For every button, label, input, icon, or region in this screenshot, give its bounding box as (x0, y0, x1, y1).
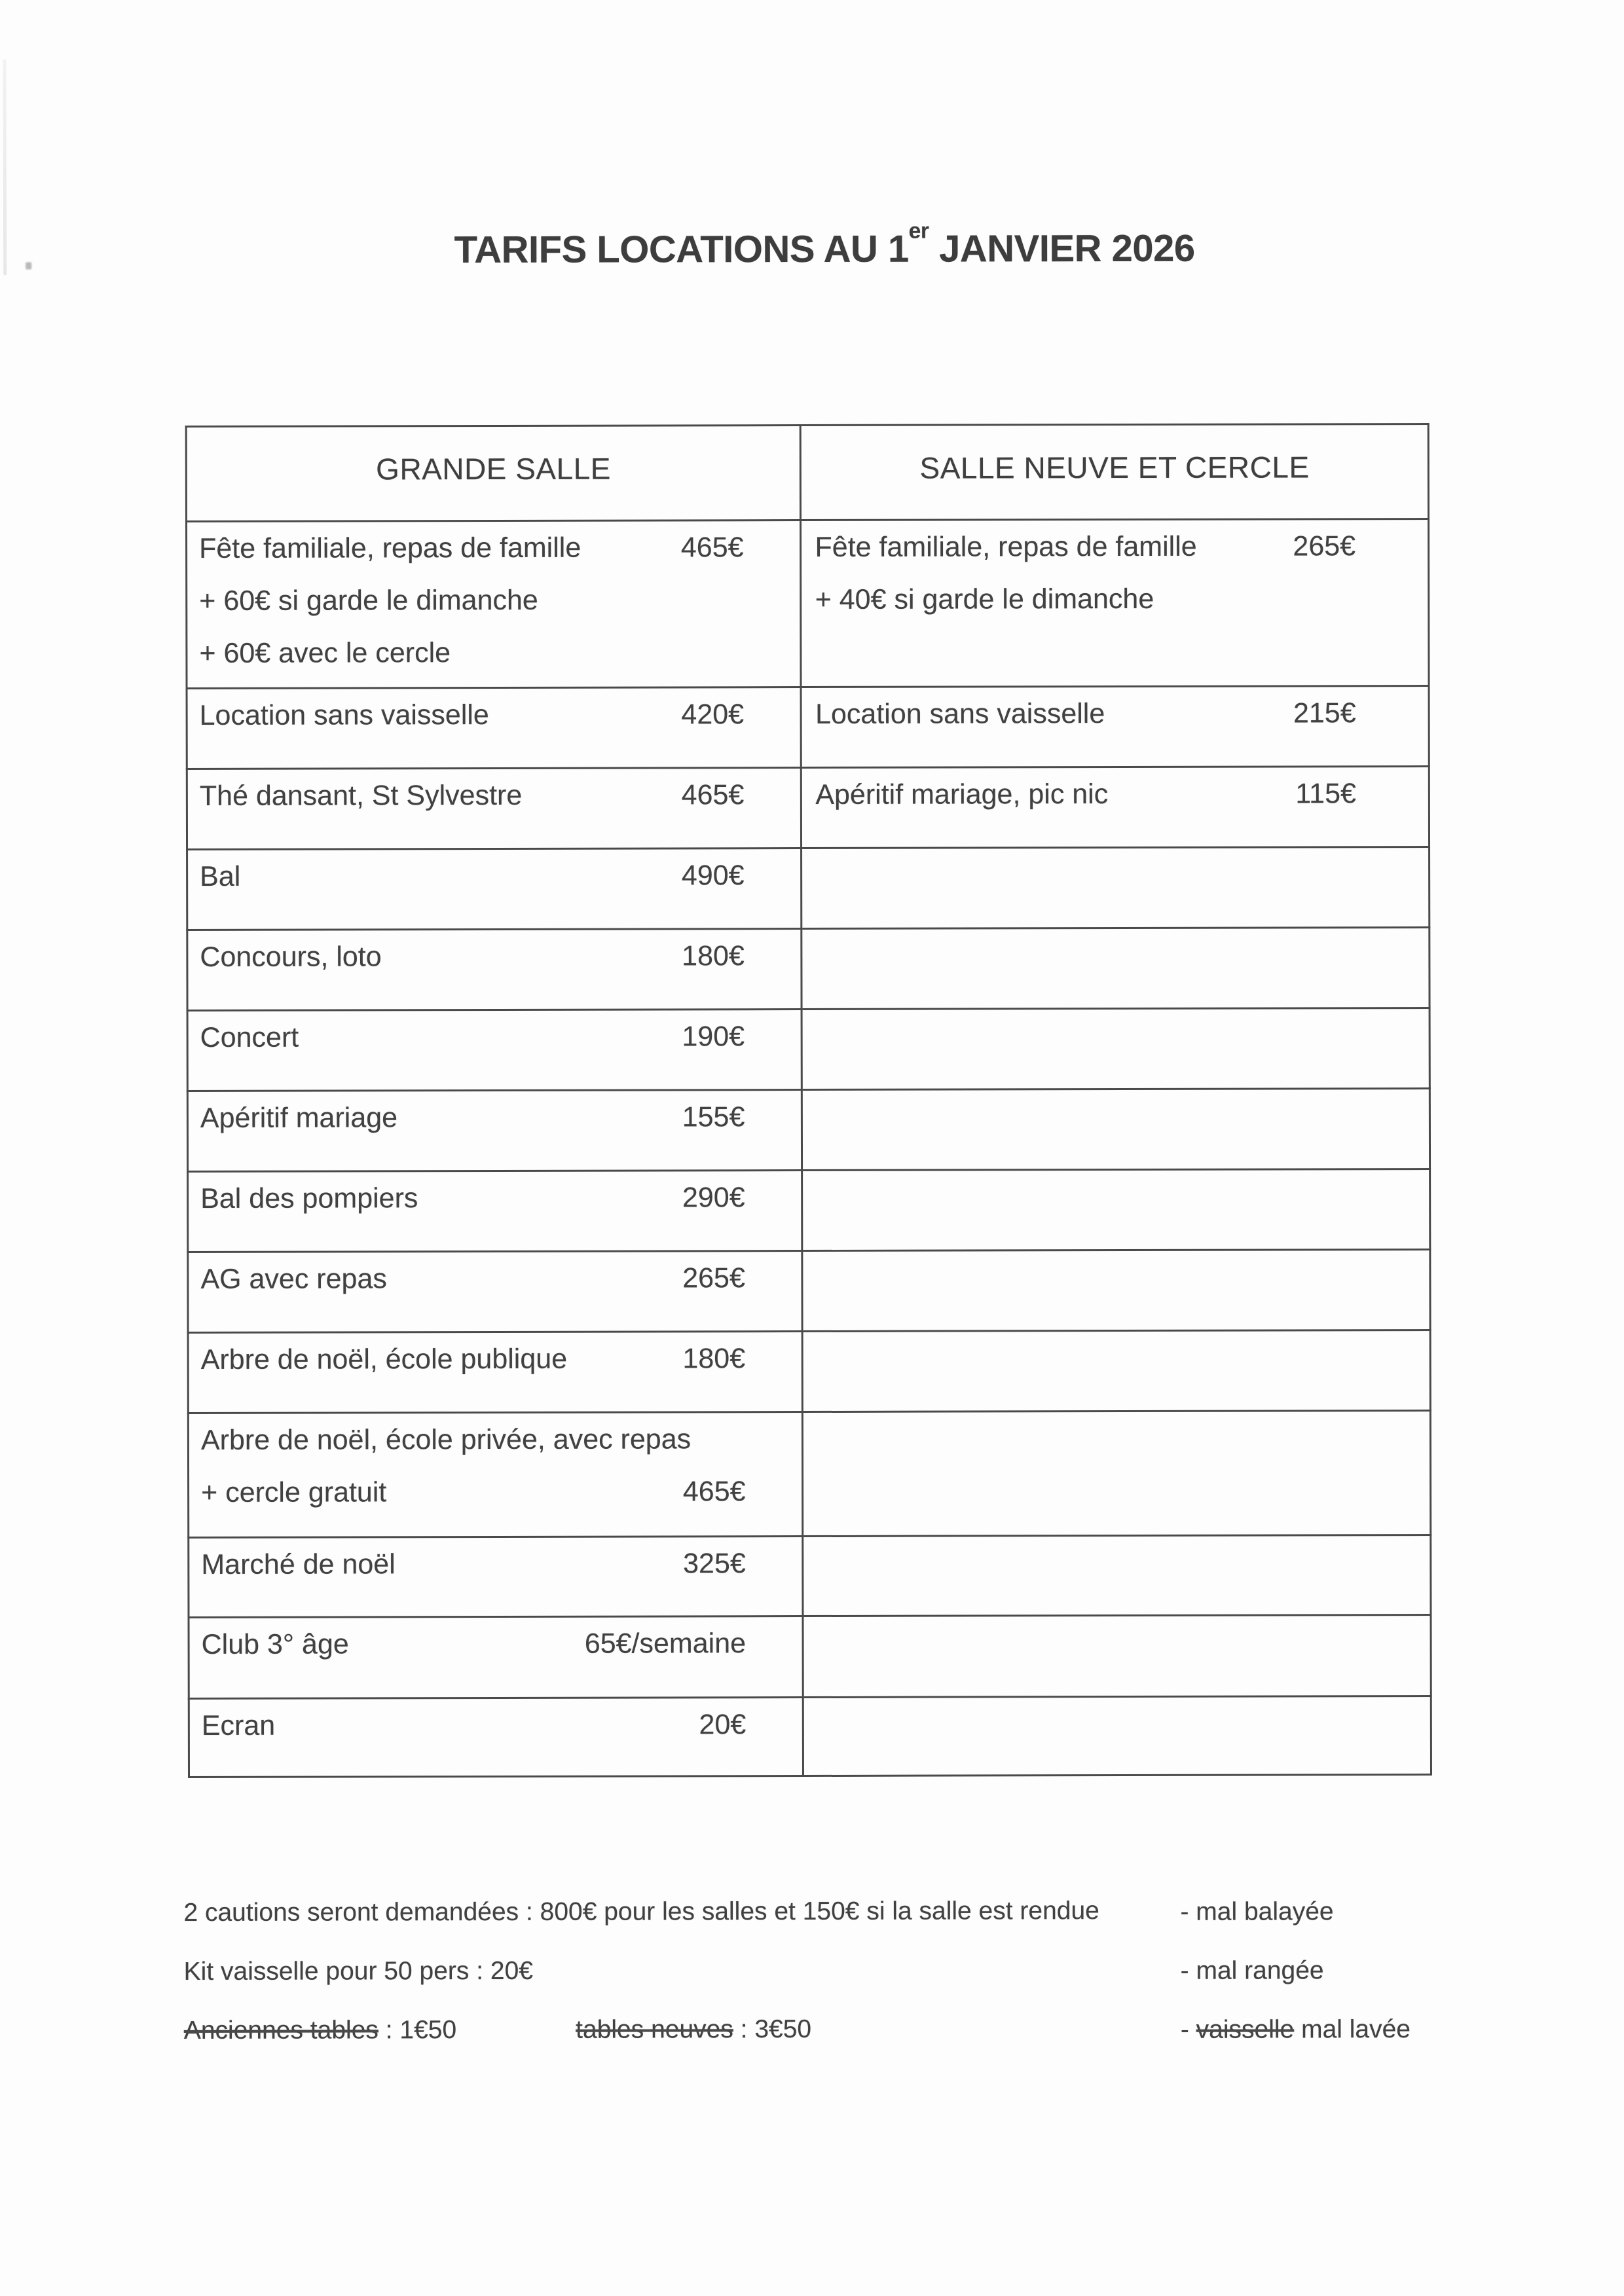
table-cell (188, 1171, 803, 1252)
row-label: Arbre de noël, école privée, avec repas (200, 1423, 692, 1456)
row-price: 290€ (682, 1182, 745, 1214)
table-row (189, 1696, 1431, 1777)
note-annotation-vaisselle-mal-lavee (1181, 2015, 1411, 2045)
table-cell-empty (803, 1696, 1431, 1776)
table-cell (187, 848, 802, 930)
table-cell (187, 768, 802, 850)
row-price: 465€ (681, 779, 745, 811)
table-row (188, 1411, 1430, 1538)
table-cell-empty (802, 1250, 1430, 1332)
table-row (187, 1089, 1430, 1172)
notes-section (183, 1896, 1572, 2075)
row-price: 265€ (682, 1262, 745, 1294)
row-price: 465€ (680, 532, 744, 564)
table-cell (801, 686, 1429, 768)
row-price: 20€ (699, 1709, 747, 1741)
row-price: 155€ (682, 1101, 745, 1133)
table-cell-empty (802, 928, 1430, 1010)
note-tables-neuves-label: tables neuves (576, 2015, 733, 2044)
row-label: Arbre de noël, école publique (200, 1343, 568, 1376)
note-anciennes-tables-price: : 1€50 (378, 2016, 457, 2045)
scan-streak-artifact (3, 60, 7, 276)
row-price: 180€ (682, 940, 745, 972)
note-kit-vaisselle (184, 1955, 1572, 2016)
row-price: 65€/semaine (584, 1628, 747, 1660)
column-header-salle-neuve-et-cercle: SALLE NEUVE ET CERCLE (801, 424, 1429, 520)
table-row (186, 519, 1429, 689)
table-row (188, 1250, 1430, 1333)
note-kit-text: Kit vaisselle pour 50 pers : 20€ (183, 1956, 533, 1986)
table-row (187, 847, 1430, 930)
table-cell (802, 767, 1430, 848)
table-cell (186, 520, 801, 689)
column-header-grande-salle: GRANDE SALLE (186, 426, 801, 522)
note-tables-neuves-price: : 3€50 (733, 2015, 812, 2044)
tariff-table (185, 423, 1432, 1778)
row-label: Apéritif mariage (200, 1102, 398, 1134)
table-cell-empty (802, 1008, 1430, 1090)
row-label: Ecran (201, 1709, 276, 1741)
row-sub-label: + 60€ si garde le dimanche (199, 584, 538, 617)
table-cell-empty (803, 1615, 1431, 1698)
note-annotation-mal-rangee: - mal rangée (1180, 1956, 1324, 1985)
row-sub-label: + 60€ avec le cercle (199, 637, 451, 669)
table-cell (188, 1332, 803, 1413)
note-tables (184, 2014, 1572, 2075)
title-rest: JANVIER 2026 (929, 227, 1195, 270)
table-row (187, 767, 1429, 850)
table-cell-empty (803, 1330, 1431, 1412)
table-cell-empty (802, 847, 1430, 929)
row-price: 325€ (683, 1548, 746, 1580)
row-label: Thé dansant, St Sylvestre (199, 779, 523, 812)
row-label: Club 3° âge (201, 1628, 349, 1660)
title-main: TARIFS LOCATIONS AU 1 (454, 227, 909, 272)
table-cell-empty (803, 1535, 1431, 1616)
row-price: 115€ (1295, 778, 1356, 810)
row-label: Fête familiale, repas de famille (815, 530, 1197, 563)
table-cell-empty (802, 1169, 1430, 1251)
row-price: 465€ (682, 1476, 746, 1508)
table-cell (187, 1010, 802, 1091)
table-row (189, 1615, 1431, 1699)
note-caution (183, 1896, 1572, 1958)
table-cell (188, 1412, 803, 1538)
row-label: Bal des pompiers (200, 1182, 418, 1214)
note-annotation-mal-balayee: - mal balayée (1180, 1897, 1334, 1926)
row-price: 180€ (682, 1343, 746, 1375)
table-cell (189, 1698, 803, 1777)
row-price: 215€ (1293, 697, 1356, 729)
vaisselle-struck: vaisselle (1196, 2015, 1295, 2044)
row-label: Location sans vaisselle (199, 699, 489, 731)
row-label: Concert (200, 1021, 299, 1053)
row-sub-label: + cercle gratuit (201, 1476, 387, 1508)
table-cell (189, 1537, 803, 1618)
table-cell (189, 1616, 803, 1699)
table-cell (187, 687, 802, 769)
title-superscript: er (908, 219, 929, 244)
table-cell (188, 1251, 803, 1333)
dash: - (1180, 2015, 1196, 2044)
table-row (187, 686, 1429, 769)
row-label: Fête familiale, repas de famille (199, 532, 581, 564)
row-label: Concours, loto (200, 941, 382, 973)
table-row (188, 1330, 1430, 1413)
mal-lavee-text: mal lavée (1294, 2015, 1411, 2044)
row-price: 265€ (1293, 530, 1356, 562)
table-cell (801, 519, 1429, 687)
row-sub-label: + 40€ si garde le dimanche (815, 583, 1154, 615)
table-row (189, 1535, 1431, 1618)
row-label: Marché de noël (201, 1548, 396, 1580)
table-cell-empty (803, 1411, 1431, 1537)
row-label: Location sans vaisselle (815, 698, 1105, 730)
row-price: 420€ (681, 699, 745, 731)
table-row (188, 1169, 1430, 1252)
row-price: 490€ (681, 860, 745, 892)
row-label: AG avec repas (200, 1263, 387, 1295)
table-cell (187, 1090, 802, 1172)
table-row (187, 1008, 1430, 1091)
table-cell-empty (802, 1089, 1430, 1171)
note-caution-text: 2 cautions seront demandées : 800€ pour les salles et 150€ si la salle est rendue (183, 1897, 1099, 1927)
table-header-row (186, 424, 1428, 522)
table-cell (187, 929, 802, 1011)
row-price: 190€ (682, 1021, 745, 1053)
row-label: Bal (200, 860, 241, 892)
page-title (12, 219, 1624, 272)
table-row (187, 928, 1430, 1011)
row-label: Apéritif mariage, pic nic (815, 778, 1109, 811)
note-anciennes-tables-label: Anciennes tables (183, 2016, 378, 2045)
